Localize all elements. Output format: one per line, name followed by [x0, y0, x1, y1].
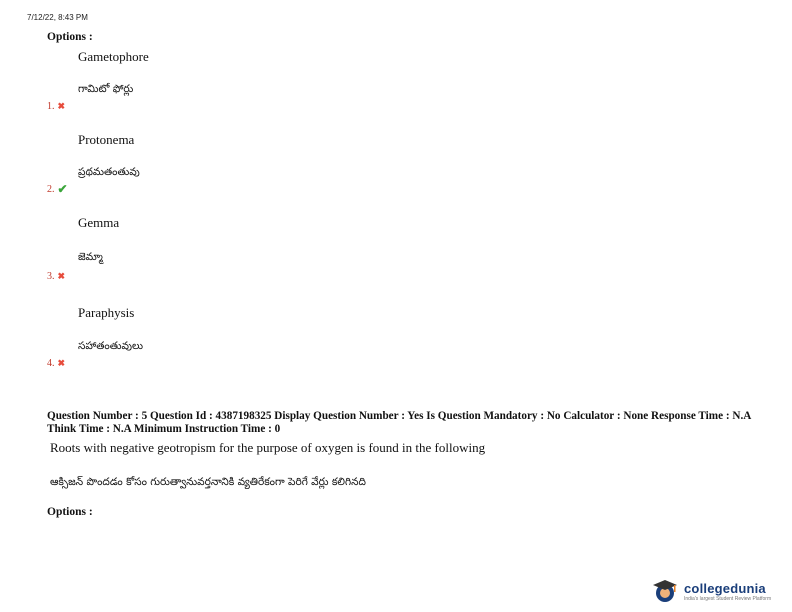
print-timestamp: 7/12/22, 8:43 PM — [27, 13, 88, 22]
cross-icon: ✖ — [57, 101, 66, 111]
question-text-telugu: ఆక్సిజన్ పొందడం కోసం గురుత్వానువర్తనానికి వ్యతిరేకంగా పెరిగే వేర్లు కలిగినది — [50, 476, 366, 488]
cross-icon: ✖ — [57, 358, 66, 368]
option-1-english: Gametophore — [78, 49, 149, 64]
option-3-english: Gemma — [78, 215, 120, 230]
logo-name: collegedunia — [684, 580, 766, 596]
option-1-telugu: గామిటో ఫోర్లు — [78, 83, 134, 95]
option-4-label: 4. — [47, 358, 55, 369]
graduate-cap-icon — [650, 578, 680, 604]
option-3-telugu: జెమ్మా — [78, 251, 103, 263]
check-icon: ✔ — [57, 182, 68, 196]
logo-tagline: India's largest Student Review Platform — [684, 595, 772, 602]
option-4-number — [47, 358, 65, 369]
options-heading: Options : — [47, 31, 93, 43]
option-1-label: 1. — [47, 101, 55, 112]
collegedunia-logo — [650, 578, 771, 604]
option-3-number — [47, 271, 65, 282]
option-4-english: Paraphysis — [78, 305, 135, 320]
cross-icon: ✖ — [57, 271, 66, 281]
options-heading-next: Options : — [47, 506, 93, 518]
option-3-label: 3. — [47, 271, 55, 282]
question-text-english: Roots with negative geotropism for the purpose of oxygen is found in the following — [50, 440, 486, 455]
question-metadata: Question Number : 5 Question Id : 4387198325 Display Question Number : Yes Is Question Mandatory : No Calculator : None Response Time : N.A Think Time : N.A Minimum Instruction Time : 0 — [47, 410, 751, 435]
option-2-english: Protonema — [78, 132, 135, 147]
option-2-number — [47, 182, 68, 197]
option-1-number — [47, 101, 65, 112]
option-2-telugu: ప్రథమతంతువు — [78, 166, 140, 178]
option-2-label: 2. — [47, 184, 55, 195]
option-4-telugu: సహాతంతువులు — [78, 340, 144, 352]
